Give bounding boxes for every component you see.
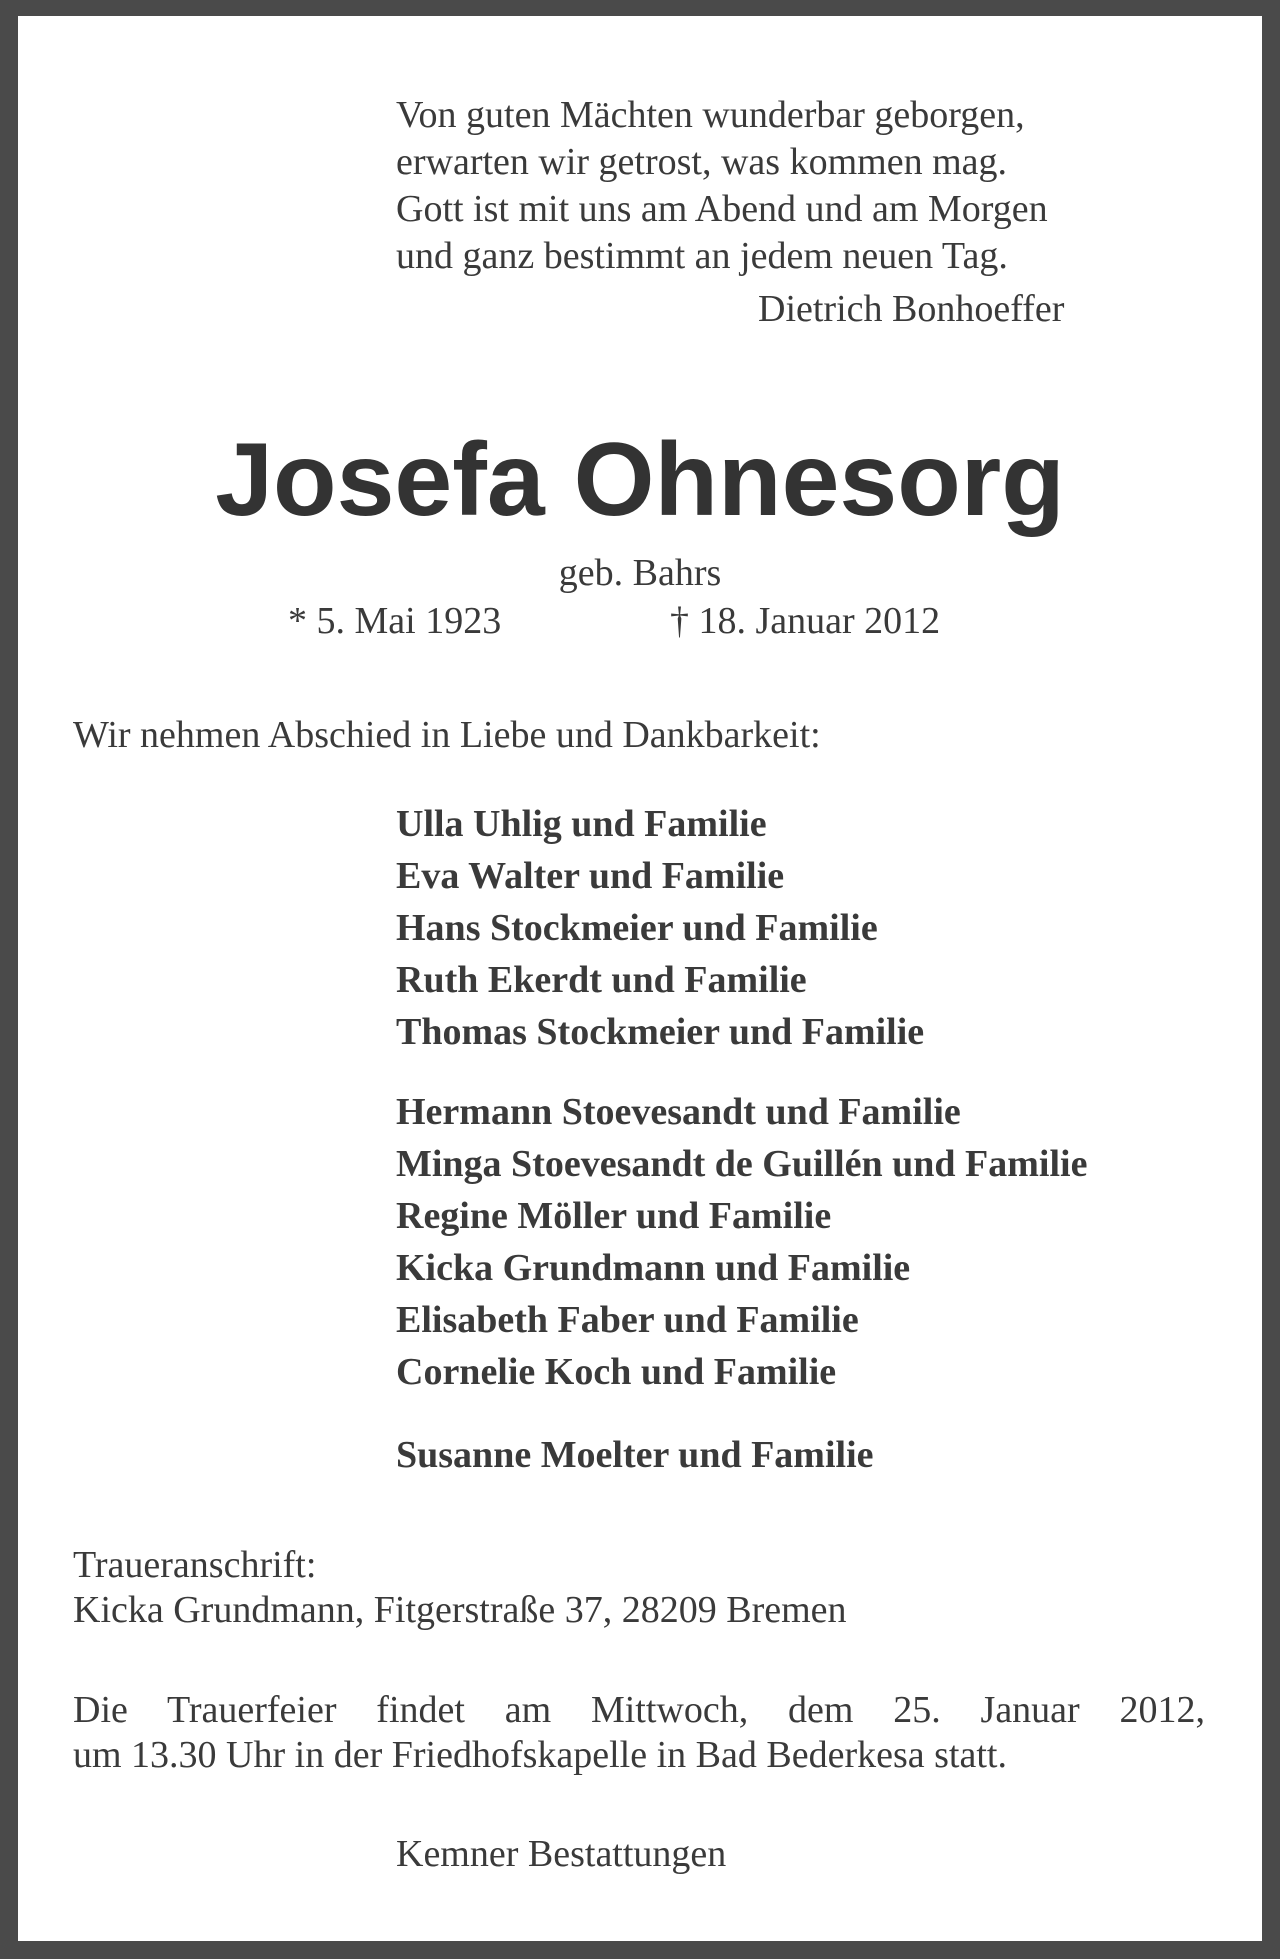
poem-line: erwarten wir getrost, was kommen mag. <box>396 141 1007 183</box>
mourning-address: Kicka Grundmann, Fitgerstraße 37, 28209 Bremen <box>73 1589 847 1631</box>
mourner-item: Minga Stoevesandt de Guillén und Familie <box>396 1143 1088 1185</box>
mourner-item: Hermann Stoevesandt und Familie <box>396 1091 961 1133</box>
funeral-service-info <box>73 1688 1205 1778</box>
deceased-name: Josefa Ohnesorg <box>215 422 1065 538</box>
mourner-item: Eva Walter und Familie <box>396 855 785 897</box>
mourner-item: Ulla Uhlig und Familie <box>396 803 767 845</box>
service-line: Die Trauerfeier findet am Mittwoch, dem 25. Januar 2012, <box>73 1689 1205 1731</box>
maiden-name: geb. Bahrs <box>558 552 722 594</box>
poem-quote <box>396 92 1048 280</box>
mourner-item: Kicka Grundmann und Familie <box>396 1247 911 1289</box>
mourner-item: Elisabeth Faber und Familie <box>396 1299 859 1341</box>
mourners-group-1 <box>396 798 924 1058</box>
mourner-item: Susanne Moelter und Familie <box>396 1434 874 1476</box>
mourner-item: Regine Möller und Familie <box>396 1195 832 1237</box>
service-line: um 13.30 Uhr in der Friedhofskapelle in Bad Bederkesa statt. <box>73 1734 1007 1776</box>
poem-line: Von guten Mächten wunderbar geborgen, <box>396 94 1025 136</box>
mourner-item: Thomas Stockmeier und Familie <box>396 1011 925 1053</box>
death-date: † 18. Januar 2012 <box>670 600 941 642</box>
obituary-card <box>18 16 1262 1941</box>
poem-author: Dietrich Bonhoeffer <box>758 288 1065 330</box>
mourner-item: Hans Stockmeier und Familie <box>396 907 878 949</box>
poem-line: Gott ist mit uns am Abend und am Morgen <box>396 188 1048 230</box>
mourner-item: Cornelie Koch und Familie <box>396 1351 837 1393</box>
mourners-group-3 <box>396 1429 874 1481</box>
mourners-group-2 <box>396 1086 1087 1398</box>
poem-line: und ganz bestimmt an jedem neuen Tag. <box>396 235 1008 277</box>
farewell-text: Wir nehmen Abschied in Liebe und Dankbarkeit: <box>73 714 821 756</box>
birth-date: * 5. Mai 1923 <box>288 600 502 642</box>
undertaker-name: Kemner Bestattungen <box>396 1833 727 1875</box>
mourning-address-label: Traueranschrift: <box>73 1544 317 1586</box>
mourner-item: Ruth Ekerdt und Familie <box>396 959 807 1001</box>
